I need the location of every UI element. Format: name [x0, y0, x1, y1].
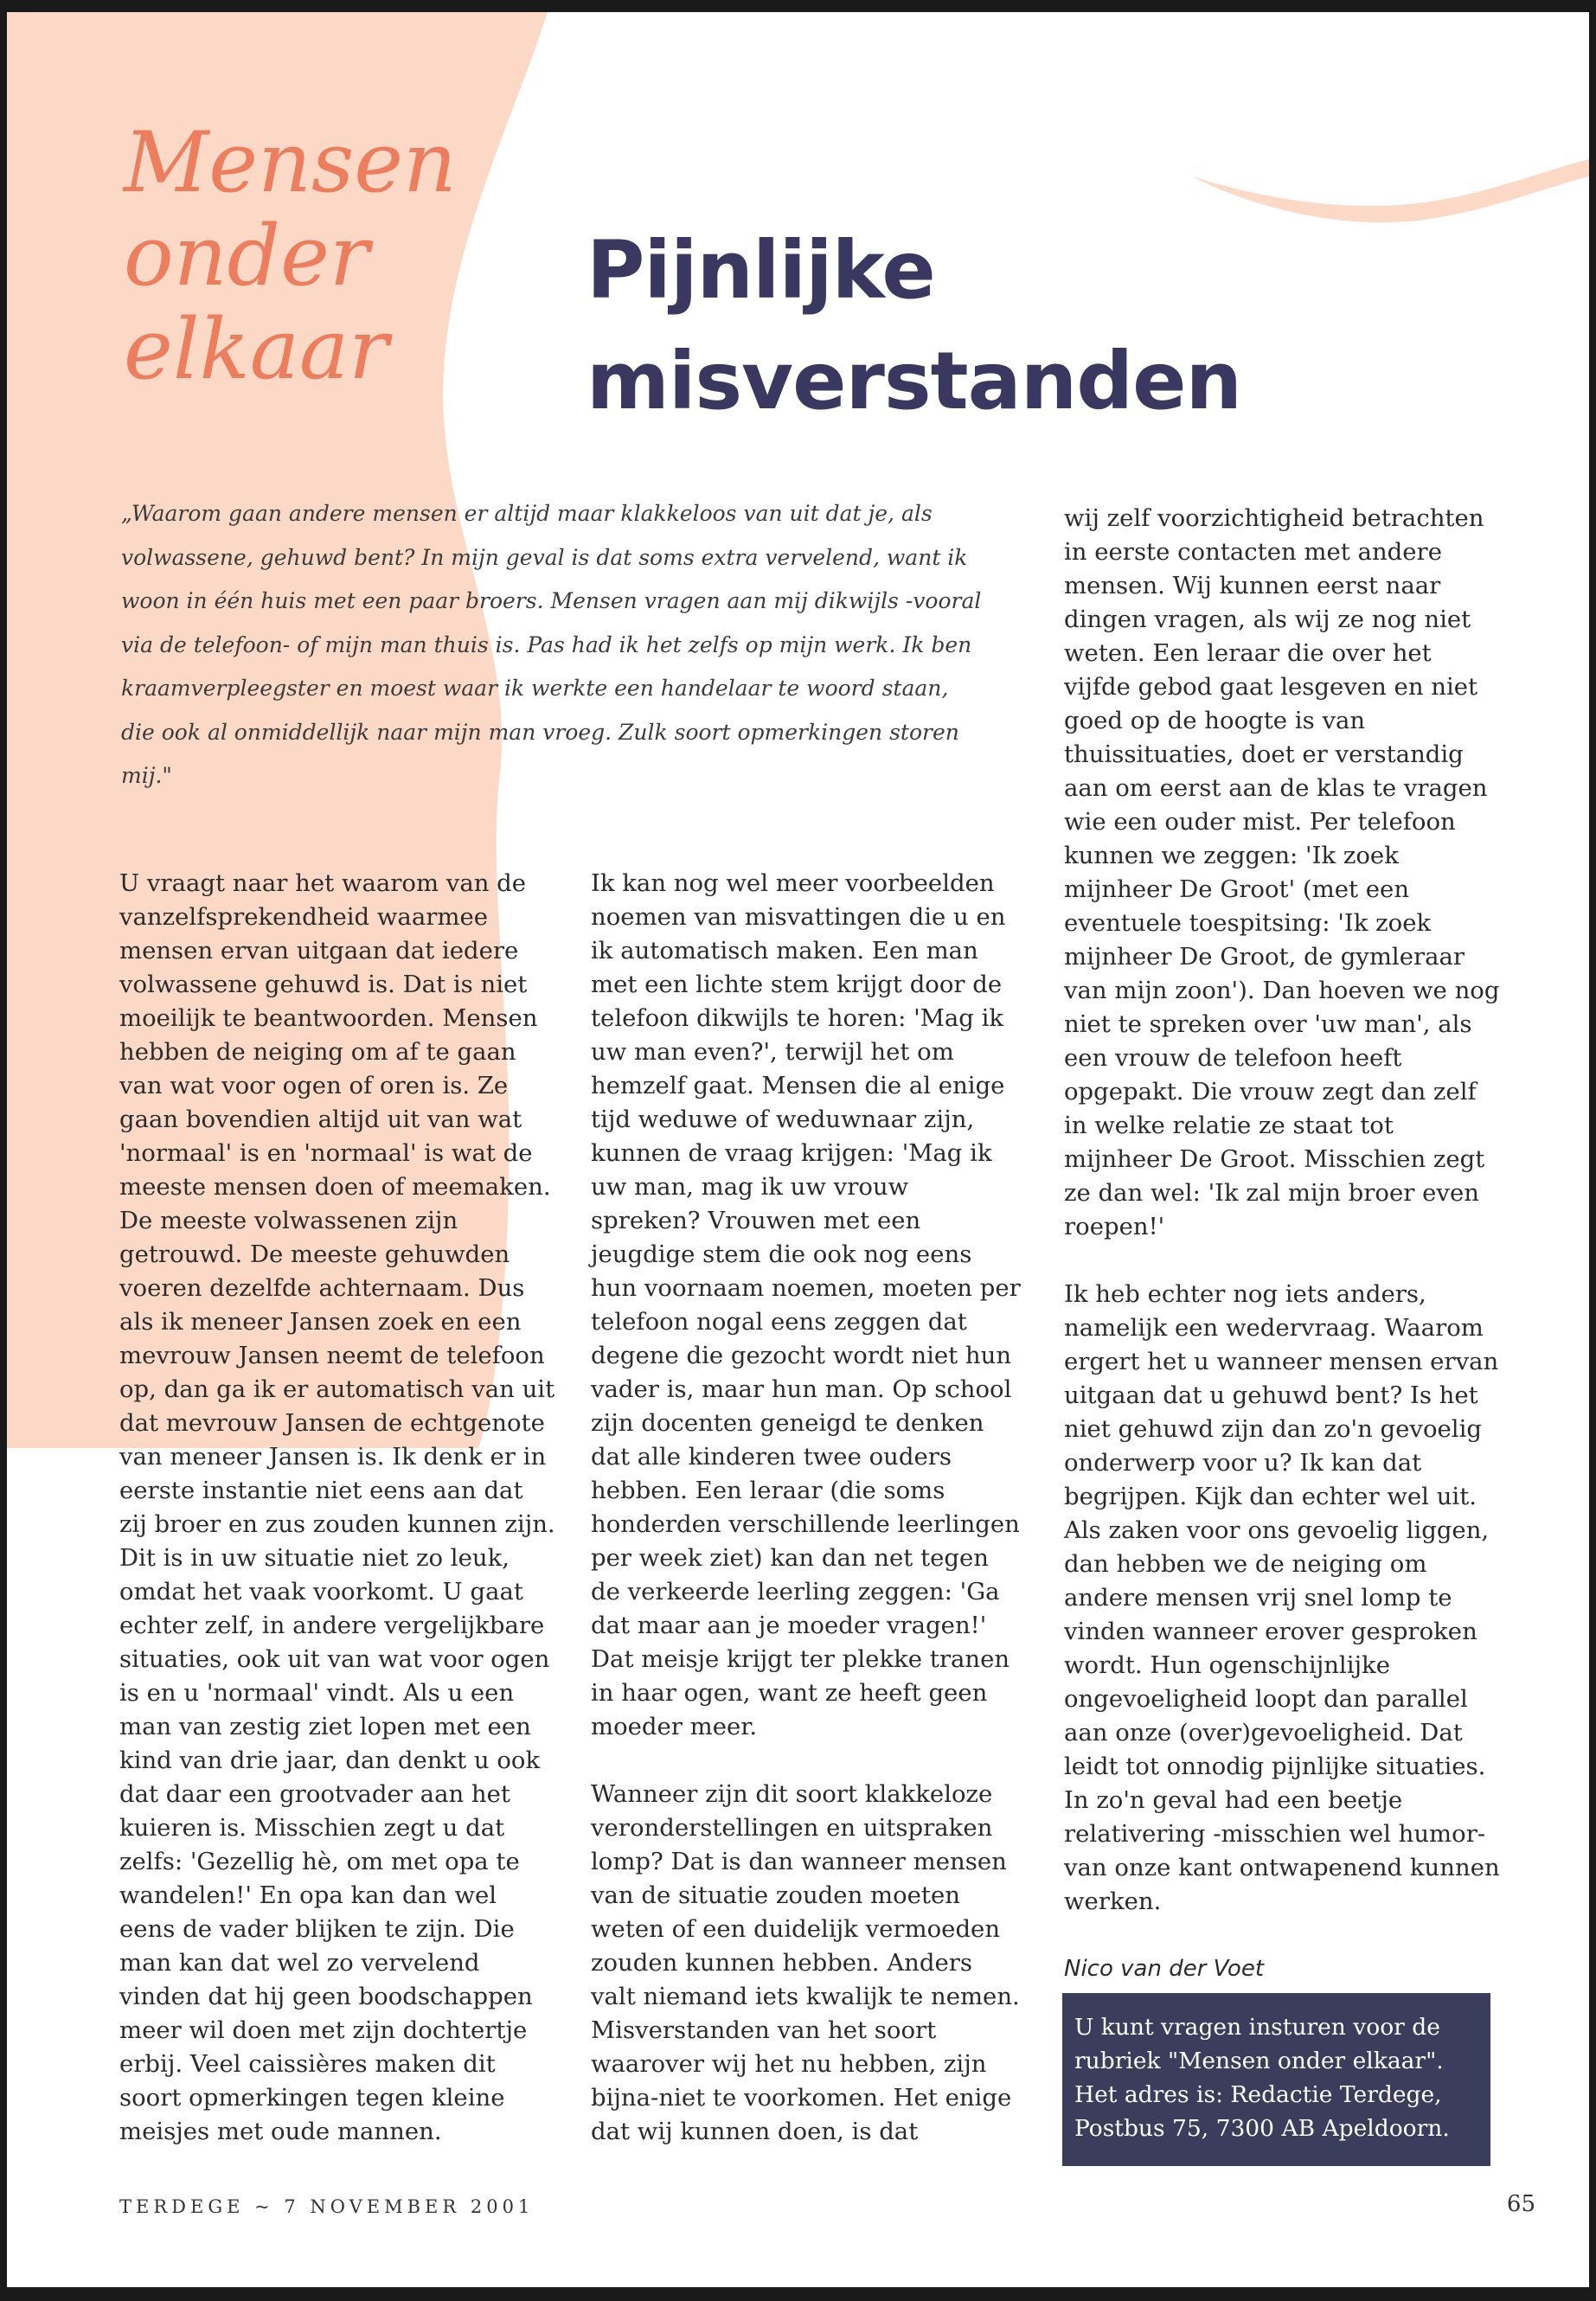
article-column-3 — [1064, 502, 1501, 1986]
article-paragraph: Ik kan nog wel meer voorbeelden noemen van misvattingen die u en ik automatisch maken. Een man met een lichte stem krijgt door de telefoon dikwijls te horen: 'Mag ik uw man even?', terwijl het om hemzelf gaat. Mensen die al enige tijd weduwe of weduwnaar zijn, kunnen de vraag krijgen: 'Mag ik uw man, mag ik uw vrouw spreken? Vrouwen met een jeugdige stem die ook nog eens hun voornaam noemen, moeten per telefoon nogal eens zeggen dat degene die gezocht wordt niet hun vader is, maar hun man. Op school zijn docenten geneigd te denken dat alle kinderen twee ouders hebben. Een leraar (die soms honderden verschillende leerlingen per week ziet) kan dan net tegen de verkeerde leerling zeggen: 'Ga dat maar aan je moeder vragen!' Dat meisje krijgt ter plekke tranen in haar ogen, want ze heeft geen moeder meer. — [591, 869, 1021, 1740]
headline-line: misverstanden — [586, 335, 1241, 427]
section-title-line: elkaar — [124, 301, 389, 398]
article-headline — [586, 215, 1495, 437]
article-paragraph: wij zelf voorzichtigheid betrachten in eerste contacten met andere mensen. Wij kunnen eerst naar dingen vragen, als wij ze nog niet weten. Een leraar die over het vijfde gebod gaat lesgeven en niet goed op de hoogte is van thuissituaties, doet er verstandig aan om eerst aan de klas te vragen wie een ouder mist. Per telefoon kunnen we zeggen: 'Ik zoek mijnheer De Groot' (met een eventuele toespitsing: 'Ik zoek mijnheer De Groot, de gymleraar van mijn zoon'). Dan hoeven we nog niet te spreken over 'uw man', als een vrouw de telefoon heeft opgepakt. Die vrouw zegt dan zelf in welke relatie ze staat tot mijnheer De Groot. Misschien zegt ze dan wel: 'Ik zal mijn broer even roepen!' — [1064, 504, 1500, 1240]
article-column-2 — [591, 867, 1023, 2149]
section-title-line: Mensen — [124, 114, 457, 211]
submission-info-box: U kunt vragen insturen voor de rubriek "Mensen onder elkaar". Het adres is: Redactie Terdege, Postbus 75, 7300 AB Apeldoorn. — [1062, 1993, 1490, 2166]
headline-line: Pijnlijke — [586, 224, 935, 317]
footer-publication: TERDEGE ~ 7 NOVEMBER 2001 — [119, 2196, 535, 2217]
article-paragraph: Wanneer zijn dit soort klakkeloze veronderstellingen en uitspraken lomp? Dat is dan wanneer mensen van de situatie zouden moeten weten of een duidelijk vermoeden zouden kunnen hebben. Anders valt niemand iets kwalijk te nemen. Misverstanden van het soort waarover wij het nu hebben, zijn bijna-niet te voorkomen. Het enige dat wij kunnen doen, is dat — [591, 1780, 1020, 2145]
author-name: Nico van der Voet — [1064, 1956, 1265, 1982]
page-number: 65 — [1506, 2191, 1535, 2217]
article-paragraph: Ik heb echter nog iets anders, namelijk een wedervraag. Waarom ergert het u wanneer mensen ervan uitgaan dat u gehuwd bent? Is het niet gehuwd zijn dan zo'n gevoelig onderwerp voor u? Ik kan dat begrijpen. Kijk dan echter wel uit. Als zaken voor ons gevoelig liggen, dan hebben we de neiging om andere mensen vrij snel lomp te vinden wanneer erover gesproken wordt. Hun ogenschijnlijke ongevoeligheid loopt dan parallel aan onze (over)gevoeligheid. Dat leidt tot onnodig pijnlijke situaties. In zo'n geval had een beetje relativering -misschien wel humor- van onze kant ontwapenend kunnen werken. — [1064, 1280, 1500, 1915]
section-title — [124, 114, 457, 398]
section-title-line: onder — [124, 208, 369, 304]
article-column-1 — [119, 867, 556, 2149]
article-paragraph: U vraagt naar het waarom van de vanzelfsprekendheid waarmee mensen ervan uitgaan dat iedere volwassene gehuwd is. Dat is niet moeilijk te beantwoorden. Mensen hebben de neiging om af te gaan van wat voor ogen of oren is. Ze gaan bovendien altijd uit van wat 'normaal' is en 'normaal' is wat de meeste mensen doen of meemaken. De meeste volwassenen zijn getrouwd. De meeste gehuwden voeren dezelfde achternaam. Dus als ik meneer Jansen zoek en een mevrouw Jansen neemt de telefoon op, dan ga ik er automatisch van uit dat mevrouw Jansen de echtgenote van meneer Jansen is. Ik denk er in eerste instantie niet eens aan dat zij broer en zus zouden kunnen zijn. Dit is in uw situatie niet zo leuk, omdat het vaak voorkomt. U gaat echter zelf, in andere vergelijkbare situaties, ook uit van wat voor ogen is en u 'normaal' vindt. Als u een man van zestig ziet lopen met een kind van drie jaar, dan denkt u ook dat daar een grootvader aan het kuieren is. Misschien zegt u dat zelfs: 'Gezellig hè, om met opa te wandelen!' En opa kan dan wel eens de vader blijken te zijn. Die man kan dat wel zo vervelend vinden dat hij geen boodschappen meer wil doen met zijn dochtertje erbij. Veel caissières maken dit soort opmerkingen tegen kleine meisjes met oude mannen. — [119, 869, 555, 2145]
magazine-page — [7, 12, 1589, 2287]
intro-quote: „Waarom gaan andere mensen er altijd maar klakkeloos van uit dat je, als volwassene, gehuwd bent? In mijn geval is dat soms extra vervelend, want ik woon in één huis met een paar broers. Mensen vragen aan mij dikwijls -vooral via de telefoon- of mijn man thuis is. Pas had ik het zelfs op mijn werk. Ik ben kraamverpleegster en moest waar ik werkte een handelaar te woord staan, die ook al onmiddellijk naar mijn man vroeg. Zulk soort opmerkingen storen mij." — [121, 501, 982, 788]
